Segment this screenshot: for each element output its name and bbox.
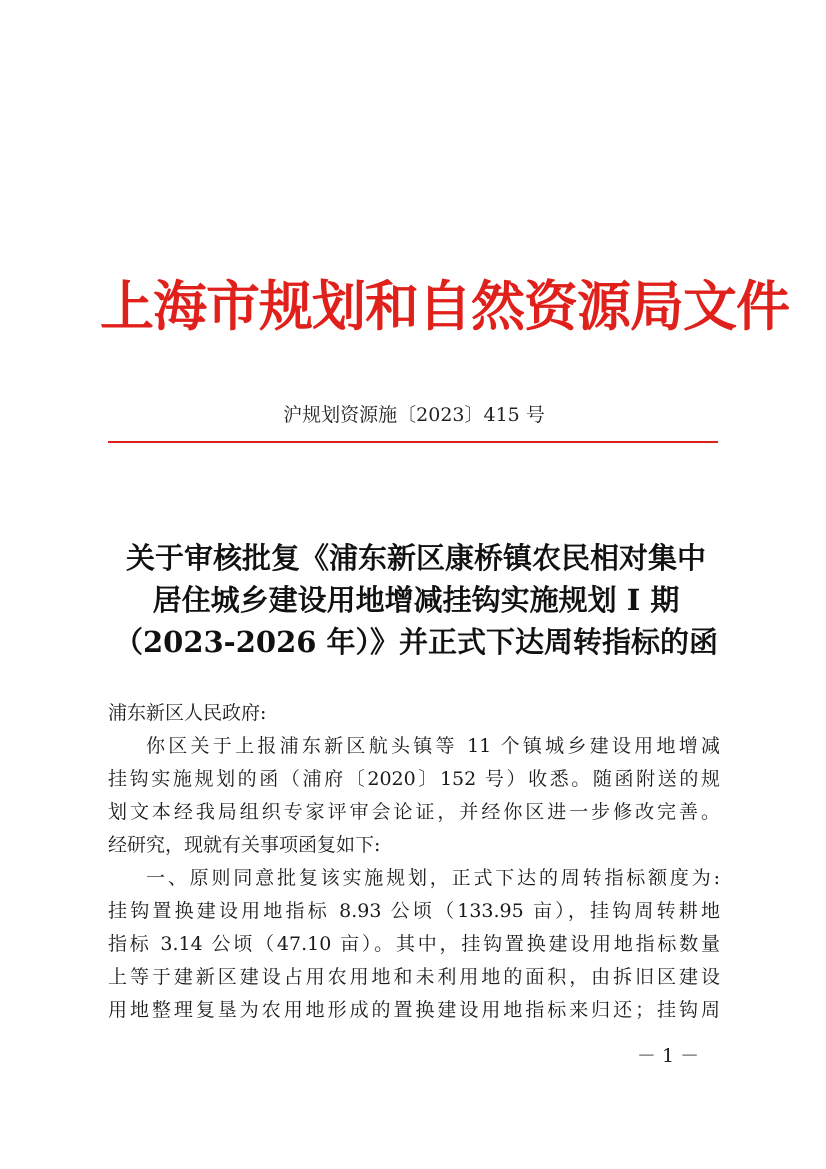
- red-divider-line: [108, 441, 718, 443]
- salutation: 浦东新区人民政府:: [108, 702, 267, 724]
- body-line: 挂钩实施规划的函（浦府〔2020〕152 号）收悉。随函附送的规: [108, 768, 720, 790]
- document-title-line: 关于审核批复《浦东新区康桥镇农民相对集中: [125, 541, 706, 575]
- document-number: 沪规划资源施〔2023〕415 号: [283, 404, 545, 426]
- body-line: 挂钩置换建设用地指标 8.93 公顷（133.95 亩），挂钩周转耕地: [108, 900, 720, 922]
- issuing-authority-title: 上海市规划和自然资源局文件: [100, 274, 789, 338]
- document-title-line: 居住城乡建设用地增减挂钩实施规划 I 期: [152, 583, 680, 617]
- page-number: － 1 －: [636, 1045, 700, 1067]
- document-title-line: （2023-2026 年）》并正式下达周转指标的函: [113, 625, 719, 659]
- body-line: 指标 3.14 公顷（47.10 亩）。其中，挂钩置换建设用地指标数量: [108, 933, 720, 955]
- document-title: [100, 537, 732, 663]
- body-line: 用地整理复垦为农用地形成的置换建设用地指标来归还；挂钩周: [108, 999, 720, 1021]
- body-line: 经研究，现就有关事项函复如下:: [108, 834, 381, 856]
- body-line: 划文本经我局组织专家评审会论证，并经你区进一步修改完善。: [108, 801, 720, 823]
- body-line: 一、原则同意批复该实施规划，正式下达的周转指标额度为:: [146, 867, 720, 889]
- body-line: 上等于建新区建设占用农用地和未利用地的面积，由拆旧区建设: [108, 966, 720, 988]
- document-body: [108, 697, 720, 1027]
- body-line: 你区关于上报浦东新区航头镇等 11 个镇城乡建设用地增减: [146, 735, 720, 757]
